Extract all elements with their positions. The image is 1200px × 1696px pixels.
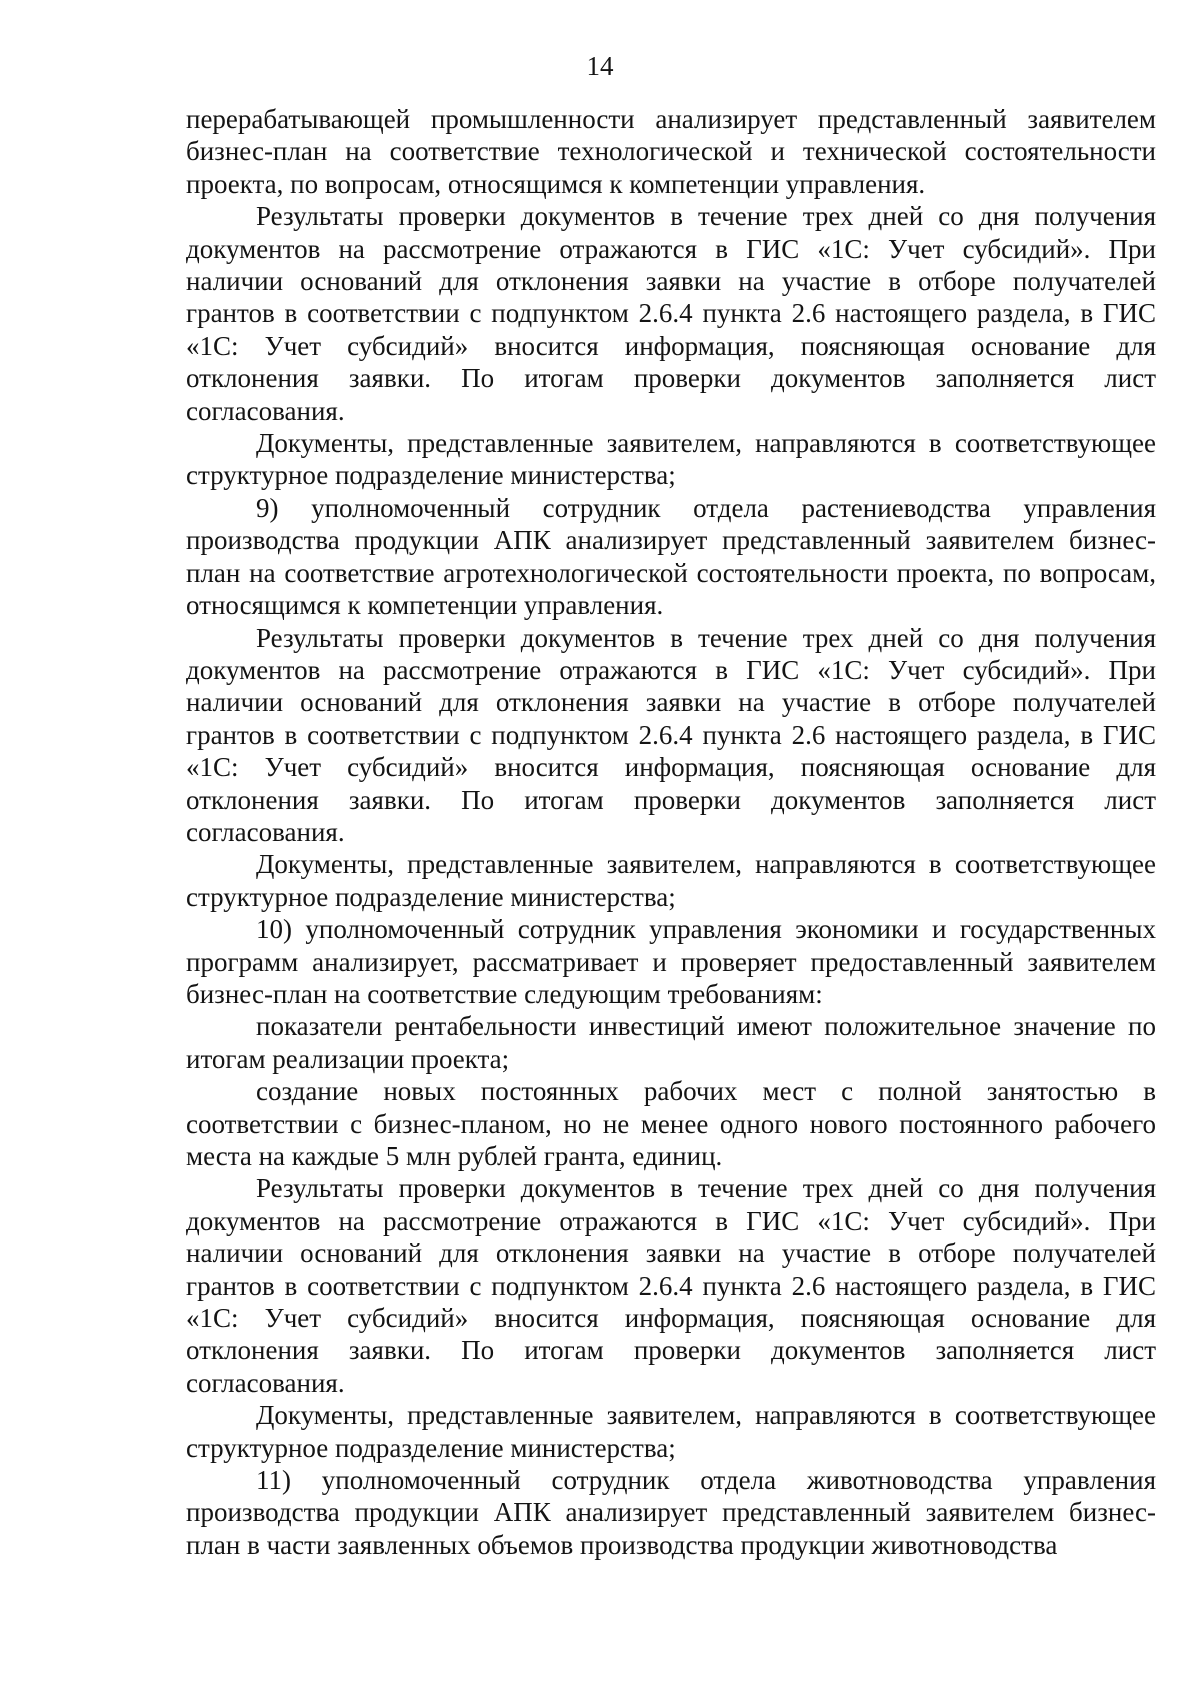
paragraph: Результаты проверки документов в течение трех дней со дня получения документов на рассмотрение отражаются в ГИС «1С: Учет субсидий». При наличии оснований для отклонения заявки на участие в отборе получателей грантов в соответствии с подпунктом 2.6.4 пункта 2.6 настоящего раздела, в ГИС «1С: Учет субсидий» вносится информация, поясняющая основание для отклонения заявки. По итогам проверки документов заполняется лист согласования. (186, 201, 1156, 426)
paragraph: перерабатывающей промышленности анализирует представленный заявителем бизнес-план на соответствие технологической и технической состоятельности проекта, по вопросам, относящимся к компетенции управления. (186, 104, 1156, 199)
paragraph: создание новых постоянных рабочих мест с полной занятостью в соответствии с бизнес-планом, но не менее одного нового постоянного рабочего места на каждые 5 млн рублей гранта, единиц. (186, 1076, 1156, 1171)
paragraph: 9) уполномоченный сотрудник отдела растениеводства управления производства продукции АПК анализирует представленный заявителем бизнес-план на соответствие агротехнологической состоятельности проекта, по вопросам, относящимся к компетенции управления. (186, 492, 1156, 621)
paragraph: 10) уполномоченный сотрудник управления экономики и государственных программ анализирует, рассматривает и проверяет предоставленный заявителем бизнес-план на соответствие следующим требованиям: (186, 914, 1156, 1009)
paragraph: Результаты проверки документов в течение трех дней со дня получения документов на рассмотрение отражаются в ГИС «1С: Учет субсидий». При наличии оснований для отклонения заявки на участие в отборе получателей грантов в соответствии с подпунктом 2.6.4 пункта 2.6 настоящего раздела, в ГИС «1С: Учет субсидий» вносится информация, поясняющая основание для отклонения заявки. По итогам проверки документов заполняется лист согласования. (186, 622, 1156, 847)
paragraph: Документы, представленные заявителем, направляются в соответствующее структурное подразделение министерства; (186, 849, 1156, 912)
page-number: 14 (586, 51, 614, 81)
paragraph: Документы, представленные заявителем, направляются в соответствующее структурное подразделение министерства; (186, 1400, 1156, 1463)
paragraph: Результаты проверки документов в течение трех дней со дня получения документов на рассмотрение отражаются в ГИС «1С: Учет субсидий». При наличии оснований для отклонения заявки на участие в отборе получателей грантов в соответствии с подпунктом 2.6.4 пункта 2.6 настоящего раздела, в ГИС «1С: Учет субсидий» вносится информация, поясняющая основание для отклонения заявки. По итогам проверки документов заполняется лист согласования. (186, 1173, 1156, 1398)
document-body (186, 103, 1156, 1561)
paragraph: показатели рентабельности инвестиций имеют положительное значение по итогам реализации проекта; (186, 1011, 1156, 1074)
paragraph: Документы, представленные заявителем, направляются в соответствующее структурное подразделение министерства; (186, 428, 1156, 491)
paragraph: 11) уполномоченный сотрудник отдела животноводства управления производства продукции АПК анализирует представленный заявителем бизнес-план в части заявленных объемов производства продукции животноводства (186, 1465, 1156, 1560)
